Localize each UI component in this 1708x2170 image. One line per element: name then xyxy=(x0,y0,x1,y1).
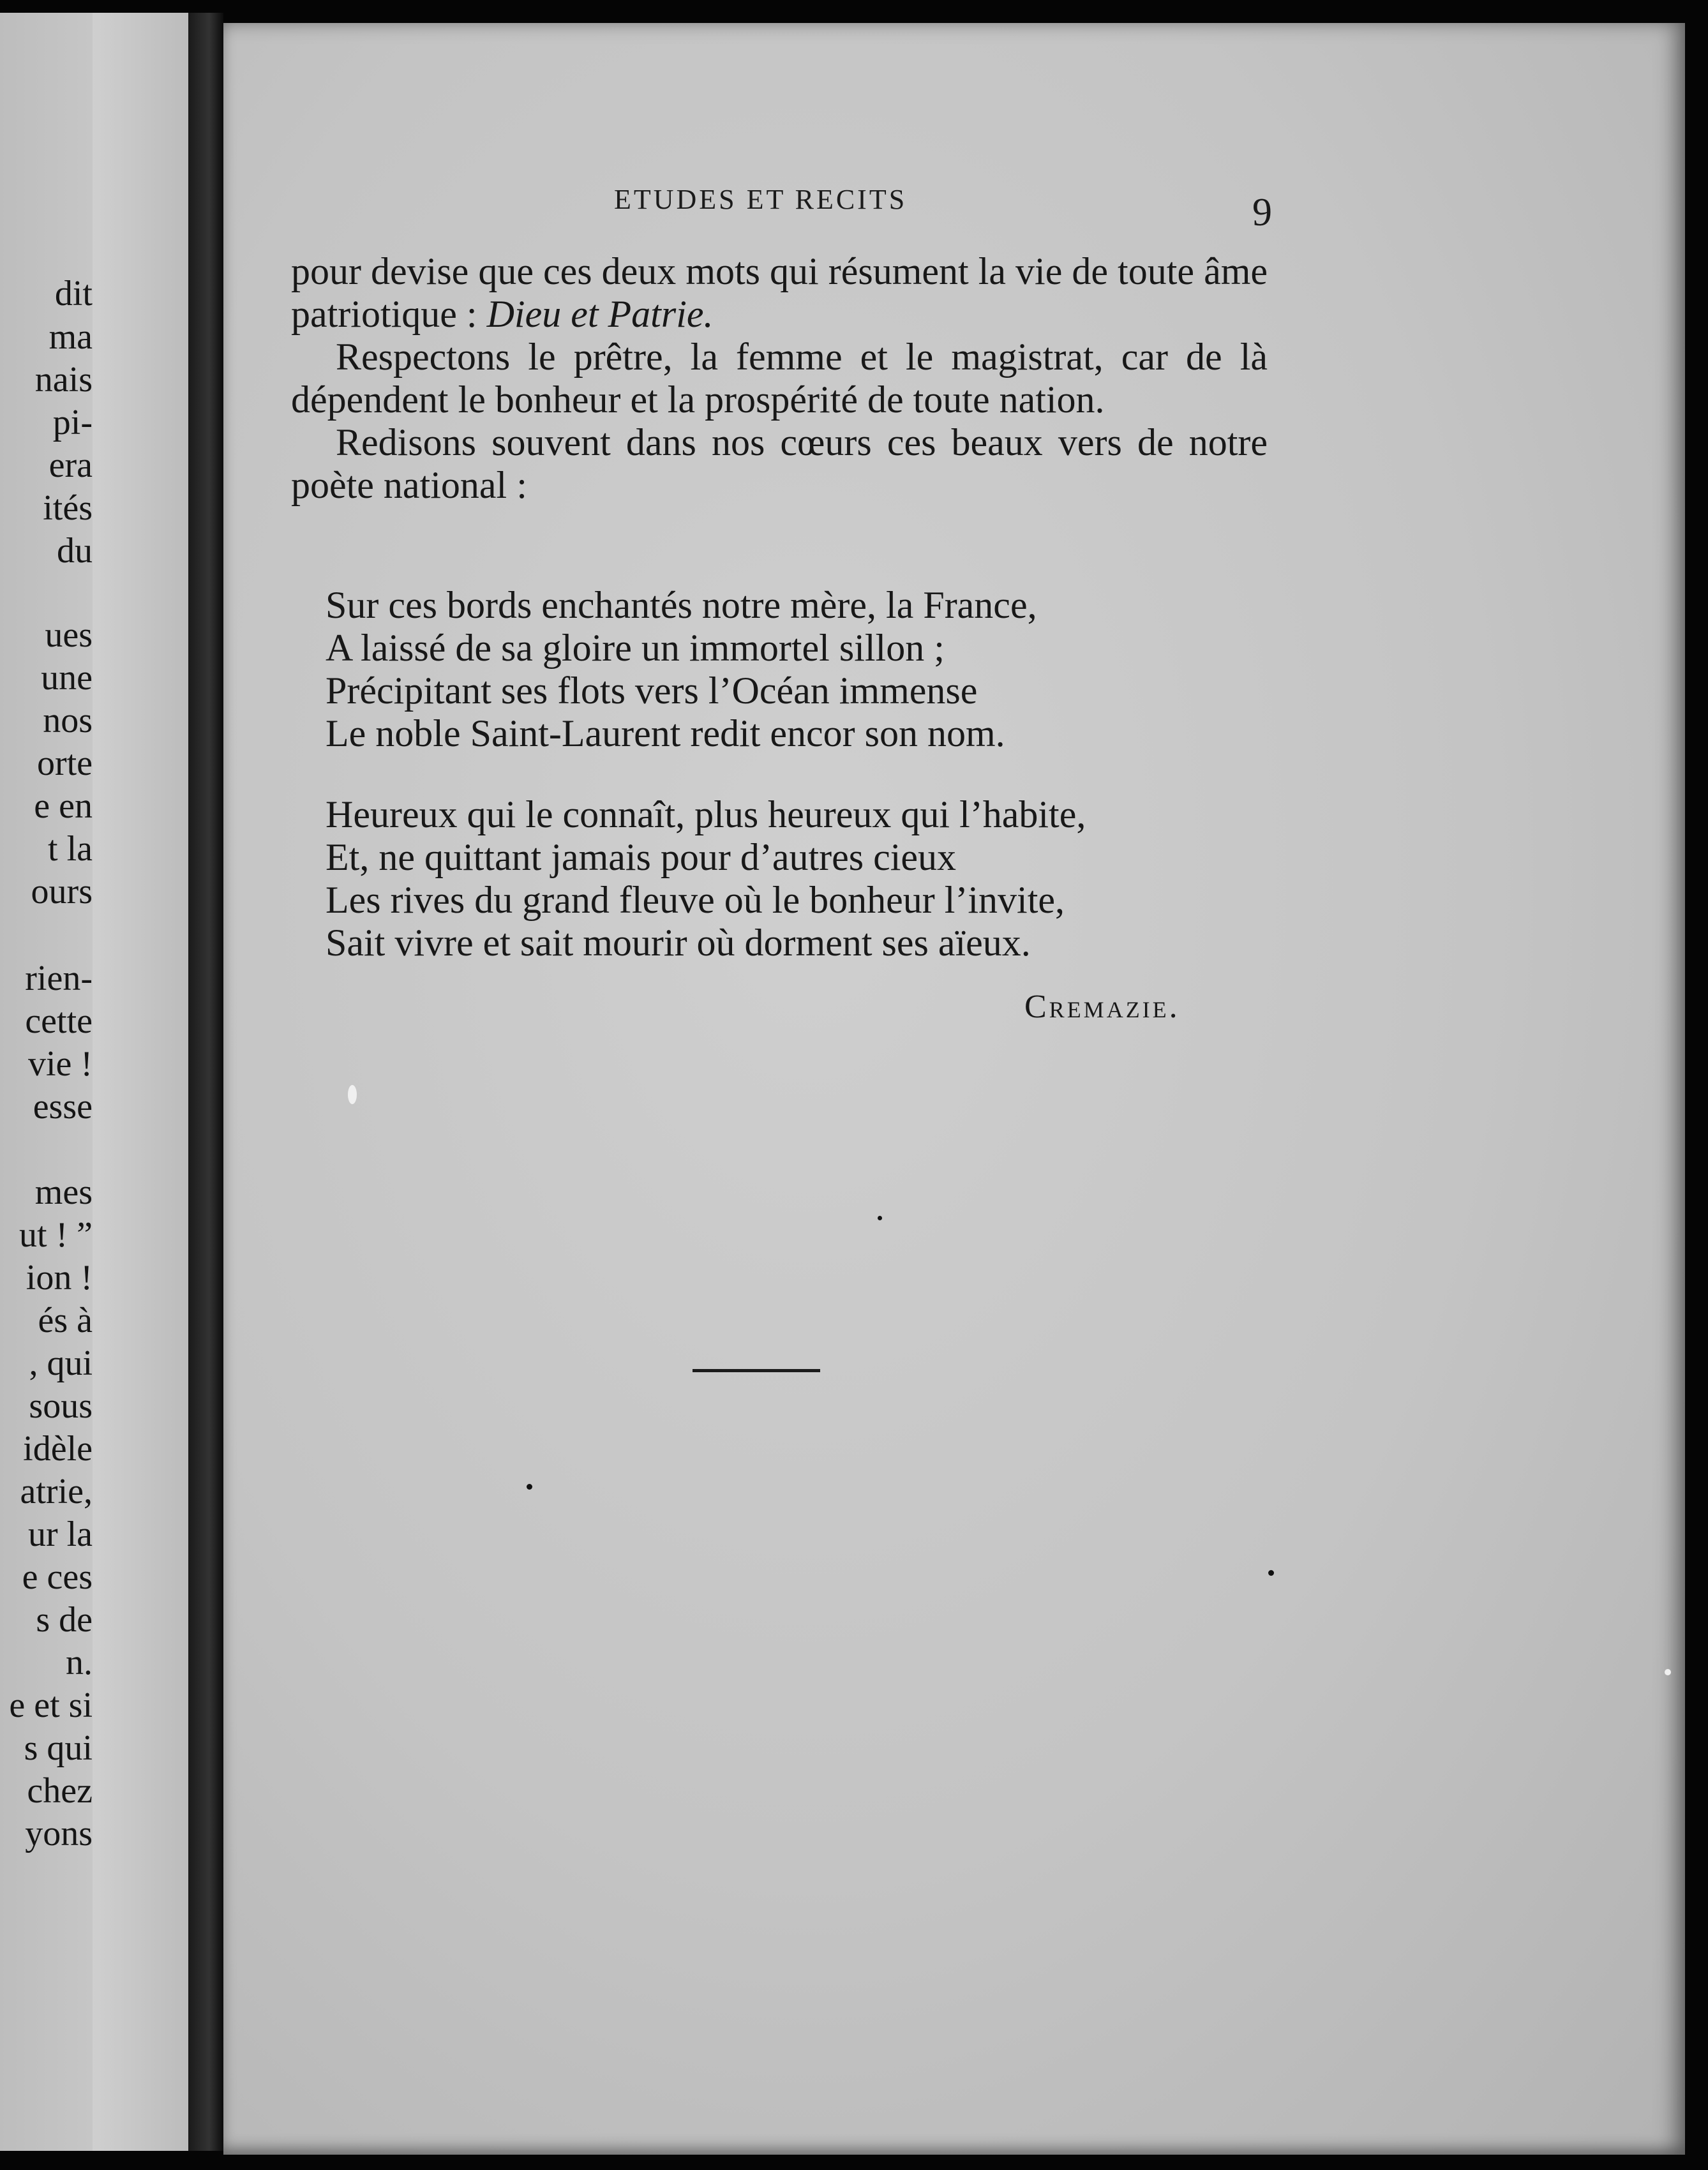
prev-line-fragment: rien- xyxy=(25,959,93,998)
prev-line-fragment: esse xyxy=(33,1087,93,1126)
book-gutter xyxy=(188,13,223,2151)
prev-line-fragment: e en xyxy=(34,786,93,826)
prev-line-fragment: ours xyxy=(31,872,93,911)
scan-speck xyxy=(878,1216,882,1220)
paragraph-text: pour devise que ces deux mots qui résument la vie de toute âme patriotique : xyxy=(291,250,1268,335)
prev-line-fragment: t la xyxy=(48,829,93,869)
previous-page xyxy=(0,13,188,2151)
section-divider xyxy=(693,1369,820,1372)
prev-line-fragment: orte xyxy=(36,744,93,783)
prev-line-fragment: chez xyxy=(27,1771,93,1811)
prev-line-fragment: ma xyxy=(49,317,93,357)
prev-line-fragment: idèle xyxy=(23,1429,93,1469)
motto: Dieu et Patrie. xyxy=(486,293,714,335)
prev-line-fragment: vie ! xyxy=(27,1044,93,1084)
prev-line-fragment: yons xyxy=(25,1814,93,1853)
verse-line: Le noble Saint-Laurent redit encor son nom. xyxy=(326,712,1005,754)
page-number: 9 xyxy=(1252,191,1272,234)
prev-line-fragment: s de xyxy=(36,1600,93,1640)
paragraph-continuation xyxy=(291,250,1268,336)
page-edge xyxy=(93,13,188,2151)
prev-line-fragment: une xyxy=(41,658,93,698)
verse-line: Heureux qui le connaît, plus heureux qui l’habite, xyxy=(326,793,1086,835)
prev-line-fragment: , qui xyxy=(29,1343,93,1383)
prev-line-fragment: dit xyxy=(54,274,93,313)
verse-line: Précipitant ses flots vers l’Océan immense xyxy=(326,670,978,712)
scan-speck xyxy=(348,1085,357,1104)
paragraph: Redisons souvent dans nos cœurs ces beaux vers de notre poète national : xyxy=(291,421,1268,506)
poem-author: Cremazie. xyxy=(1024,989,1180,1025)
prev-line-fragment: du xyxy=(57,531,93,571)
prev-line-fragment: mes xyxy=(34,1172,93,1212)
scan-speck xyxy=(527,1484,532,1490)
prev-line-fragment: e ces xyxy=(22,1557,93,1597)
stanza xyxy=(326,584,1257,755)
prev-line-fragment: atrie, xyxy=(20,1472,93,1511)
prev-line-fragment: n. xyxy=(66,1643,93,1682)
prev-line-fragment: ues xyxy=(45,615,93,655)
prev-line-fragment: ur la xyxy=(27,1515,93,1554)
stanza xyxy=(326,793,1257,964)
scan-speck xyxy=(1268,1570,1274,1576)
prev-line-fragment: s qui xyxy=(24,1728,93,1768)
prev-line-fragment: ut ! ” xyxy=(19,1215,93,1255)
running-head: ETUDES ET RECITS xyxy=(614,184,908,215)
prev-line-fragment: pi- xyxy=(52,403,93,442)
prev-line-fragment: ion ! xyxy=(26,1258,93,1298)
scan-speck xyxy=(1665,1669,1671,1675)
prev-line-fragment: cette xyxy=(25,1001,93,1041)
prev-line-fragment: ités xyxy=(43,488,93,528)
prev-line-fragment: és à xyxy=(38,1301,93,1340)
verse-line: A laissé de sa gloire un immortel sillon ; xyxy=(326,627,945,669)
prev-line-fragment: e et si xyxy=(9,1686,93,1725)
prev-line-fragment: nais xyxy=(34,360,93,400)
paragraph: Respectons le prêtre, la femme et le magistrat, car de là dépendent le bonheur et la prospérité de toute nation. xyxy=(291,336,1268,421)
prev-line-fragment: sous xyxy=(29,1386,93,1426)
prev-line-fragment: era xyxy=(49,445,93,485)
poem xyxy=(326,584,1257,1003)
verse-line: Les rives du grand fleuve où le bonheur l’invite, xyxy=(326,879,1065,921)
verse-line: Et, ne quittant jamais pour d’autres cieux xyxy=(326,836,957,878)
prev-line-fragment: nos xyxy=(43,701,93,740)
verse-line: Sur ces bords enchantés notre mère, la France, xyxy=(326,584,1037,626)
prose-body xyxy=(291,250,1268,507)
verse-line: Sait vivre et sait mourir où dorment ses aïeux. xyxy=(326,922,1031,964)
